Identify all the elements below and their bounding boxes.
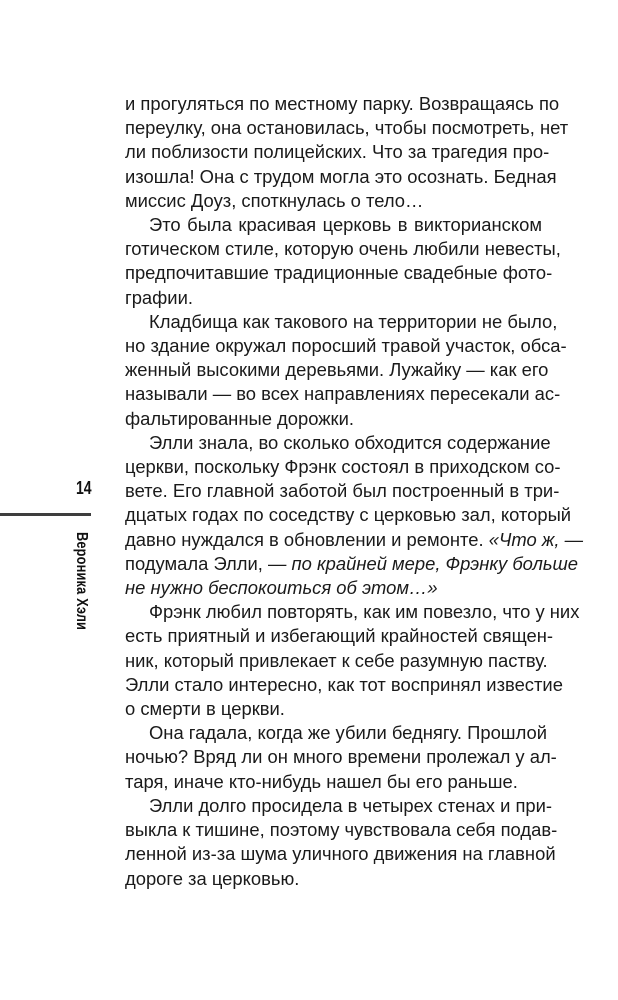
paragraph <box>125 721 557 794</box>
text-line <box>125 649 548 673</box>
text-line <box>125 358 549 382</box>
text-run: ленной из-за шума уличного движения на главной <box>125 843 556 865</box>
text-line <box>125 431 551 455</box>
text-line <box>125 624 554 648</box>
text-run: предпочитавшие традиционные свадебные фото- <box>125 262 553 284</box>
text-line <box>125 237 561 261</box>
page-number: 14 <box>76 478 92 498</box>
paragraph <box>125 794 558 891</box>
text-run: Фрэнк любил повторять, как им повезло, что у них <box>149 601 580 623</box>
text-line <box>125 770 542 794</box>
text-line <box>125 503 572 527</box>
text-line <box>125 600 580 624</box>
text-run: фальтированные дорожки. <box>125 407 354 429</box>
text-run: таря, иначе кто-нибудь нашел бы его раньше. <box>125 770 518 792</box>
text-run: есть приятный и избегающий крайностей священ- <box>125 625 554 647</box>
text-line <box>125 842 556 866</box>
text-run: о смерти в церкви. <box>125 698 285 720</box>
text-run: дцатых годах по соседству с церковью зал, который <box>125 504 572 526</box>
text-line <box>125 528 584 552</box>
paragraph <box>125 600 580 721</box>
text-run: выкла к тишине, поэтому чувствовала себя подав- <box>125 819 558 841</box>
text-run: церкви, поскольку Фрэнк состоял в приходском со- <box>125 456 561 478</box>
text-run: Элли знала, во сколько обходится содержание <box>149 431 551 453</box>
text-line <box>125 261 553 285</box>
text-line <box>125 407 542 431</box>
text-run: вете. Его главной заботой был построенный в три- <box>125 480 560 502</box>
italic-text: не нужно беспокоиться об этом…» <box>125 577 438 599</box>
text-line <box>125 552 579 576</box>
text-line <box>125 382 561 406</box>
text-run: подумала Элли, — <box>125 552 292 574</box>
text-run: миссис Доуз, споткнулась о тело… <box>125 189 424 211</box>
text-run: ночью? Вряд ли он много времени пролежал у ал- <box>125 746 557 768</box>
text-line <box>125 92 560 116</box>
text-run: ли поблизости полицейских. Что за трагедия про- <box>125 141 550 163</box>
text-line <box>125 140 550 164</box>
text-run: но здание окружал поросший травой участок, обса- <box>125 335 567 357</box>
text-run: Элли долго просидела в четырех стенах и при- <box>149 794 553 816</box>
text-line <box>125 867 542 891</box>
text-line <box>125 165 557 189</box>
text-run: давно нуждался в обновлении и ремонте. <box>125 528 489 550</box>
text-run: графии. <box>125 286 193 308</box>
text-line <box>125 818 558 842</box>
italic-text: «Что ж, — <box>488 528 584 550</box>
text-run: Кладбища как такового на территории не было, <box>149 310 558 332</box>
text-line <box>125 697 542 721</box>
text-run: ник, который привлекает к себе разумную паству. <box>125 649 548 671</box>
text-line <box>125 673 563 697</box>
text-run: называли — во всех направлениях пересекали ас- <box>125 383 561 405</box>
text-run: изошла! Она с трудом могла это осознать. Бедная <box>125 165 557 187</box>
text-line <box>125 334 567 358</box>
body-text <box>125 92 584 891</box>
text-line <box>125 213 542 237</box>
text-line <box>125 745 557 769</box>
text-line <box>125 479 560 503</box>
text-run: Элли стало интересно, как тот воспринял известие <box>125 673 563 695</box>
paragraph <box>125 431 584 600</box>
text-line <box>125 116 569 140</box>
text-run: Это была красивая церковь в викторианском <box>149 214 542 236</box>
italic-text: по крайней мере, Фрэнку больше <box>291 552 579 574</box>
text-run: переулку, она остановилась, чтобы посмотреть, нет <box>125 117 569 139</box>
text-line <box>125 455 561 479</box>
margin-rule <box>0 513 91 516</box>
text-line <box>125 794 553 818</box>
text-run: и прогуляться по местному парку. Возвращаясь по <box>125 93 560 114</box>
text-line <box>125 721 548 745</box>
text-run: дороге за церковью. <box>125 867 300 889</box>
running-author-header: Вероника Хэли <box>73 532 90 631</box>
paragraph <box>125 213 561 310</box>
text-line <box>125 576 542 600</box>
paragraph <box>125 92 569 213</box>
text-line <box>125 310 558 334</box>
text-line <box>125 286 542 310</box>
text-run: женный высокими деревьями. Лужайку — как его <box>125 359 549 381</box>
text-line <box>125 189 542 213</box>
text-run: Она гадала, когда же убили беднягу. Прошлой <box>149 722 548 744</box>
text-run: готическом стиле, которую очень любили невесты, <box>125 238 561 260</box>
paragraph <box>125 310 567 431</box>
